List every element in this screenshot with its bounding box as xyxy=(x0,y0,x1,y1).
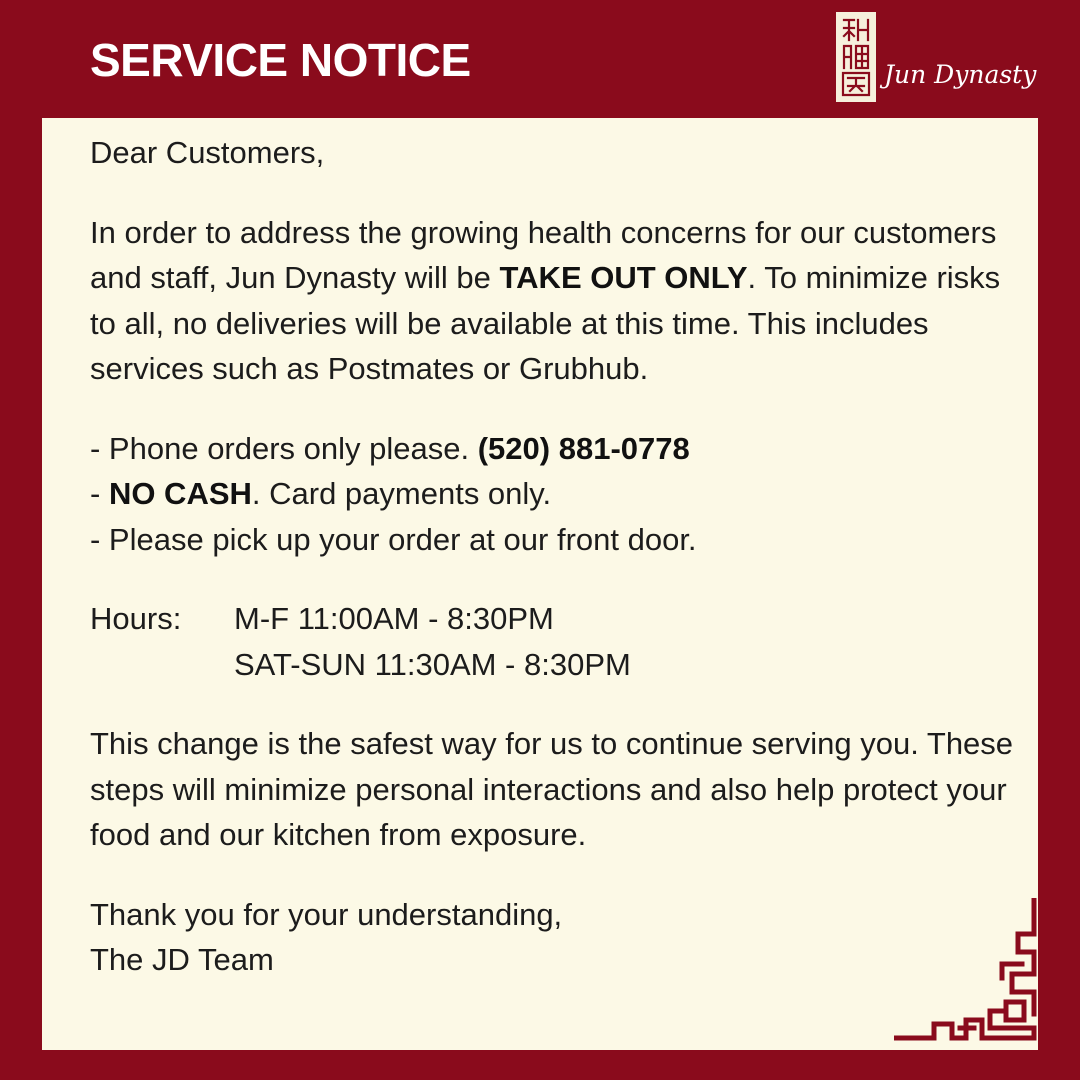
page-title: SERVICE NOTICE xyxy=(90,34,471,86)
chinese-seal-icon xyxy=(836,12,876,102)
bullet-phone-orders xyxy=(90,426,1020,472)
brand-name: Jun Dynasty xyxy=(884,60,1037,89)
corner-fretwork-icon xyxy=(894,898,1042,1046)
hours-weekday-row xyxy=(90,596,1020,642)
closing-paragraph: This change is the safest way for us to continue serving you. These steps will minimize personal interactions and also help protect your food and our kitchen from exposure. xyxy=(90,726,1014,852)
bullet-phone-text: - Phone orders only please. xyxy=(90,430,478,466)
brand-logo xyxy=(836,12,1056,107)
para1-text-start: In order to address the growing health concerns for our customers and staff, Jun Dynasty will be xyxy=(90,214,997,295)
notice-panel xyxy=(42,118,1038,1050)
hours-label: Hours: xyxy=(90,601,182,636)
para1-text-end: . To minimize risks to all, no deliveries will be available at this time. This includes services such as Postmates or Grubhub. xyxy=(90,260,1001,386)
phone-number: (520) 881-0778 xyxy=(477,430,690,466)
announcement-paragraph xyxy=(90,210,1020,392)
hours-weekend: SAT-SUN 11:30AM - 8:30PM xyxy=(234,646,631,682)
closing-line: Thank you for your understanding, xyxy=(90,896,563,932)
no-cash-emphasis: NO CASH xyxy=(108,476,252,511)
letter-body xyxy=(90,130,1020,983)
take-out-only-emphasis: TAKE OUT ONLY xyxy=(499,260,748,295)
hours-weekday: M-F 11:00AM - 8:30PM xyxy=(234,601,554,636)
hours-weekend-row xyxy=(90,642,1020,688)
greeting: Dear Customers, xyxy=(90,135,325,170)
signature: The JD Team xyxy=(90,942,274,977)
bullet-pickup: - Please pick up your order at our front door. xyxy=(90,521,697,557)
bullet-no-cash xyxy=(90,471,1020,517)
card-payments-text: . Card payments only. xyxy=(251,476,552,511)
bullet-dash: - xyxy=(90,476,109,511)
